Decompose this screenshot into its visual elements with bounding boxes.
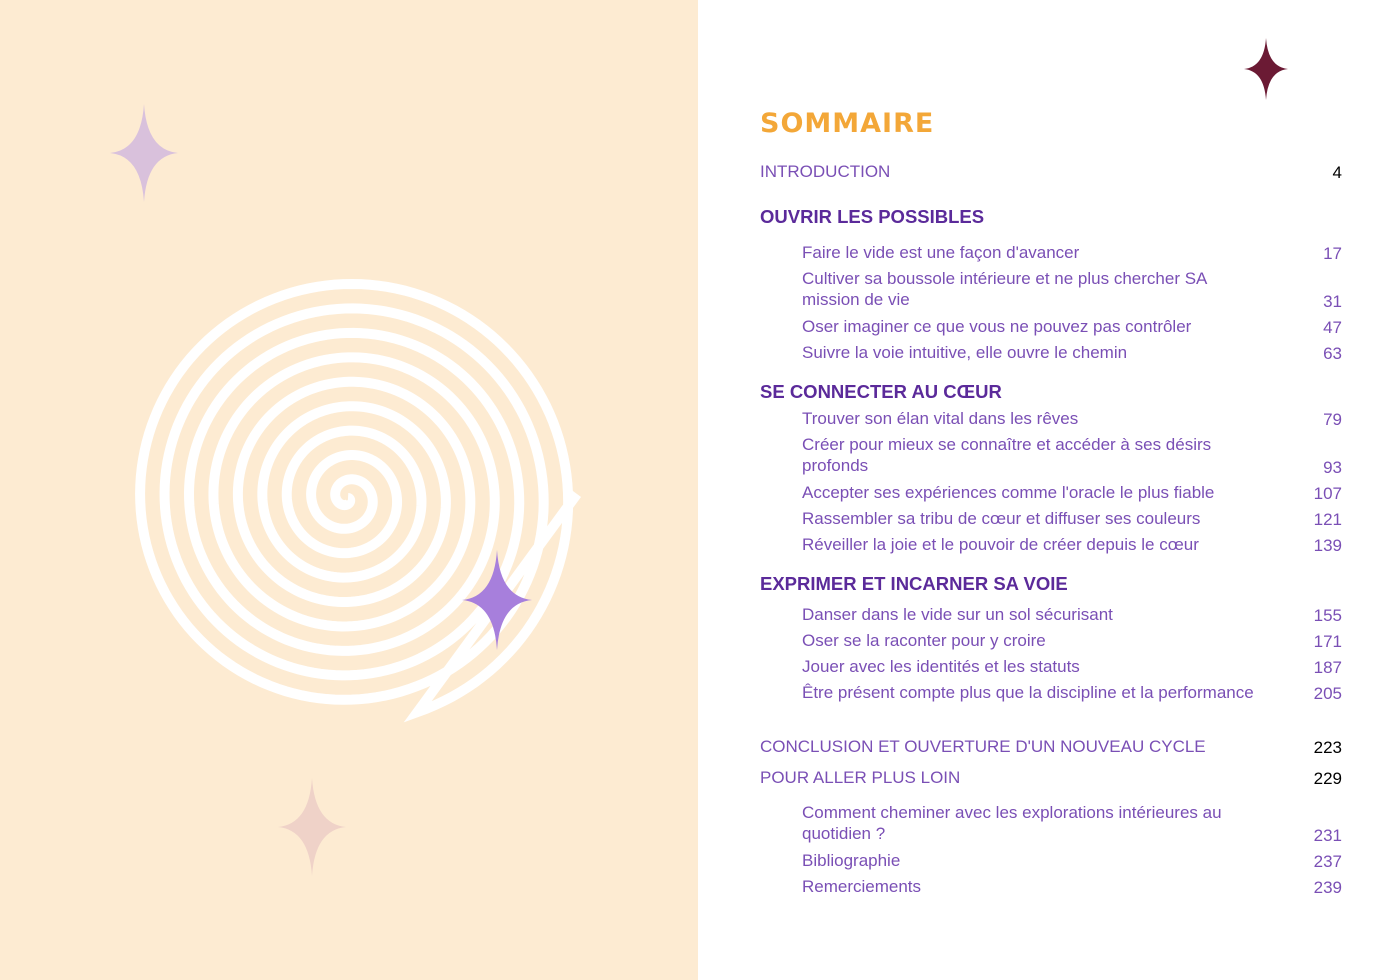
section-heading-label: SE CONNECTER AU CŒUR	[760, 381, 1002, 402]
toc-entry-label: Réveiller la joie et le pouvoir de créer depuis le cœur	[802, 535, 1199, 554]
sparkle-icon-maroon	[1244, 38, 1288, 100]
toc-entry-label: Faire le vide est une façon d'avancer	[802, 243, 1080, 262]
sparkle-icon-purple	[462, 550, 532, 650]
toc-entry-page: 121	[1313, 510, 1342, 529]
toc-entry-page: 205	[1313, 684, 1342, 703]
toc-entry-label: Remerciements	[802, 877, 922, 896]
toc-entry-page: 171	[1313, 632, 1342, 651]
toc-entry-label: POUR ALLER PLUS LOIN	[760, 768, 961, 787]
section-heading-1	[760, 206, 1342, 228]
toc-entry-page: 231	[1313, 826, 1342, 845]
toc-entry	[760, 242, 1342, 264]
toc-entry-page: 63	[1323, 344, 1342, 363]
toc-entry-label: Accepter ses expériences comme l'oracle le plus fiable	[802, 483, 1215, 502]
section-heading-label: EXPRIMER ET INCARNER SA VOIE	[760, 573, 1068, 594]
toc-entry-page: 239	[1313, 878, 1342, 897]
toc-entry-label: Danser dans le vide sur un sol sécurisant	[802, 605, 1113, 624]
toc-entry-page: 223	[1313, 738, 1342, 757]
toc-entry-further	[760, 767, 1342, 789]
toc-entry	[760, 630, 1342, 652]
toc-entry-label: INTRODUCTION	[760, 162, 891, 181]
toc-entry-label: Créer pour mieux se connaître et accéder à ses désirs profonds	[802, 435, 1212, 475]
toc-entry	[760, 508, 1342, 530]
toc-entry-label: Jouer avec les identités et les statuts	[802, 657, 1080, 676]
toc-entry-label: CONCLUSION ET OUVERTURE D'UN NOUVEAU CYCLE	[760, 737, 1206, 756]
section-heading-2	[760, 381, 1342, 403]
toc-entry-page: 79	[1323, 410, 1342, 429]
toc-entry-label: Être présent compte plus que la discipline et la performance	[802, 683, 1254, 702]
toc-entry	[760, 268, 1342, 312]
toc-entry-page: 93	[1323, 458, 1342, 477]
toc-entry-label: Oser se la raconter pour y croire	[802, 631, 1046, 650]
toc-entry-page: 31	[1323, 292, 1342, 311]
toc-entry-conclusion	[760, 736, 1342, 758]
toc-entry-page: 187	[1313, 658, 1342, 677]
section-heading-label: OUVRIR LES POSSIBLES	[760, 206, 985, 227]
toc-entry-label: Trouver son élan vital dans les rêves	[802, 409, 1079, 428]
sparkle-icon-lilac	[110, 104, 178, 202]
toc-entry-label: Rassembler sa tribu de cœur et diffuser ses couleurs	[802, 509, 1201, 528]
toc-entry-label: Cultiver sa boussole intérieure et ne plus chercher SA mission de vie	[802, 269, 1207, 309]
toc-entry	[760, 802, 1342, 846]
toc-entry-page: 139	[1313, 536, 1342, 555]
toc-entry	[760, 342, 1342, 364]
toc-entry-page: 4	[1332, 163, 1342, 182]
toc-entry	[760, 408, 1342, 430]
toc-entry	[760, 876, 1342, 898]
toc-entry-label: Comment cheminer avec les explorations intérieures au quotidien ?	[802, 803, 1222, 843]
spiral-illustration	[0, 0, 698, 980]
toc-entry	[760, 656, 1342, 678]
toc-entry	[760, 316, 1342, 338]
toc-entry	[760, 604, 1342, 626]
toc-entry-label: Suivre la voie intuitive, elle ouvre le chemin	[802, 343, 1128, 362]
sparkle-icon-pink	[278, 778, 346, 876]
toc-entry-page: 237	[1313, 852, 1342, 871]
toc-entry-page: 17	[1323, 244, 1342, 263]
toc-title: SOMMAIRE	[760, 108, 935, 139]
toc-entry-introduction	[760, 161, 1342, 183]
toc-entry	[760, 482, 1342, 504]
toc-entry	[760, 850, 1342, 872]
toc-entry-label: Oser imaginer ce que vous ne pouvez pas contrôler	[802, 317, 1192, 336]
section-heading-3	[760, 573, 1342, 595]
toc-entry	[760, 682, 1342, 704]
toc-entry-page: 155	[1313, 606, 1342, 625]
toc-entry	[760, 434, 1342, 478]
toc-entry-page: 47	[1323, 318, 1342, 337]
toc-entry	[760, 534, 1342, 556]
toc-entry-label: Bibliographie	[802, 851, 901, 870]
toc-entry-page: 229	[1313, 769, 1342, 788]
toc-entry-page: 107	[1313, 484, 1342, 503]
